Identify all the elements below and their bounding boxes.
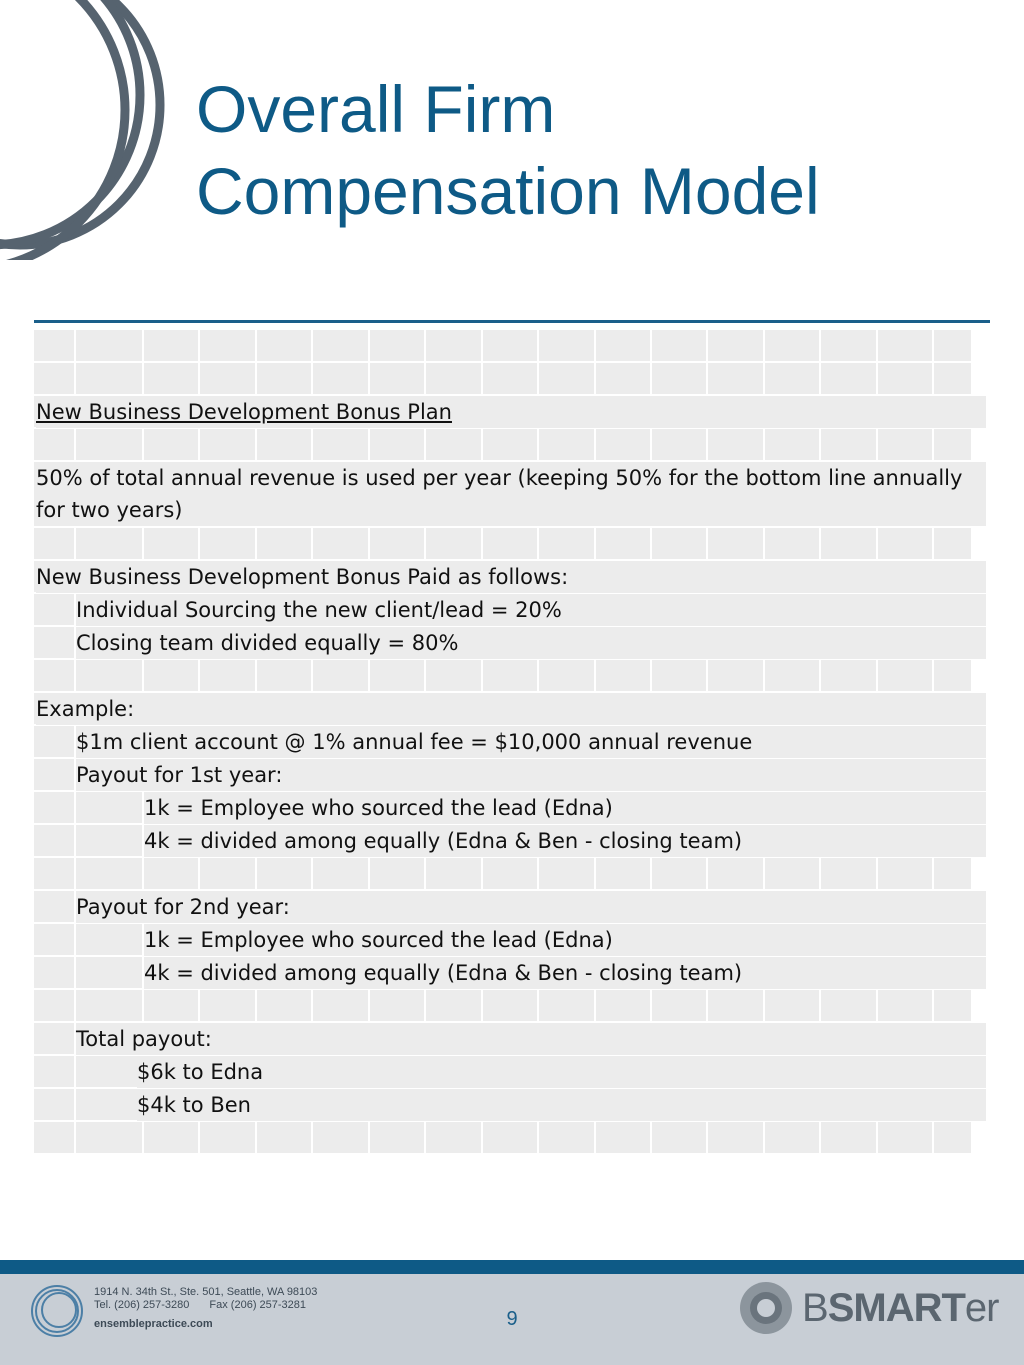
grid-cell-divider [255,528,257,559]
footer [0,1274,1024,1365]
grid-cell-divider [255,1122,257,1153]
grid-cell-divider [594,528,596,559]
title-line-2: Compensation Model [196,154,820,228]
grid-cell-divider [368,429,370,460]
title-line-1: Overall Firm [196,72,556,146]
grid-cell-divider [255,858,257,889]
grid-cell-divider [594,660,596,691]
grid-cell-divider [650,363,652,394]
corner-rings-decoration [0,0,200,260]
grid-cell-divider [74,957,76,988]
grid-cell-divider [932,990,934,1021]
grid-cell-divider [142,858,144,889]
grid-cell-divider [481,1122,483,1153]
grid-cell-divider [763,528,765,559]
grid-cell-divider [255,990,257,1021]
year1-closing-payout: 4k = divided among equally (Edna & Ben - closing team) [144,825,986,857]
grid-cell-divider [537,429,539,460]
grid-row [34,396,990,427]
contact-block [94,1286,317,1331]
grid-cell-divider [537,330,539,361]
grid-cell-divider [311,990,313,1021]
grid-cell-divider [255,363,257,394]
grid-cell-divider [537,528,539,559]
total-payout-label: Total payout: [76,1023,986,1055]
payout-year1-label: Payout for 1st year: [76,759,986,791]
grid-cell-divider [142,330,144,361]
grid-cell-divider [706,858,708,889]
grid-cell-divider [198,990,200,1021]
grid-row [34,528,990,559]
grid-cell-divider [198,858,200,889]
bsmarter-logo-icon [738,1280,798,1336]
grid-cell-divider [74,825,76,856]
grid-cell-divider [311,330,313,361]
grid-cell-divider [74,363,76,394]
grid-cell-divider [876,990,878,1021]
grid-cell-divider [932,858,934,889]
grid-row [34,594,990,625]
brand-bold: SMART [827,1286,965,1330]
grid-cell-divider [74,924,76,955]
grid-cell-divider [706,429,708,460]
grid-row [34,792,990,823]
grid-cell-divider [876,858,878,889]
grid-cell-divider [819,1122,821,1153]
grid-cell-divider [650,330,652,361]
sourcing-share: Individual Sourcing the new client/lead = 20% [76,594,986,626]
grid-cell-divider [142,1122,144,1153]
grid-cell-divider [424,990,426,1021]
payout-year2-label: Payout for 2nd year: [76,891,986,923]
grid-cell-divider [706,990,708,1021]
grid-cell-divider [763,363,765,394]
grid-cell-divider [311,858,313,889]
grid-cell-divider [763,858,765,889]
grid-cell-divider [368,660,370,691]
grid-cell-divider [481,990,483,1021]
page-title [196,68,820,232]
grid-cell-divider [876,429,878,460]
grid-cell-divider [706,660,708,691]
grid-cell-divider [650,1122,652,1153]
fax: Fax (206) 257-3281 [209,1299,307,1311]
grid-cell-divider [424,660,426,691]
grid-row [34,825,990,856]
brand-suffix: er [964,1286,999,1330]
page-number: 9 [506,1308,518,1330]
grid-row [34,693,990,724]
closing-share: Closing team divided equally = 80% [76,627,986,659]
grid-cell-divider [932,429,934,460]
grid-cell-divider [198,429,200,460]
grid-cell-divider [368,363,370,394]
grid-cell-divider [74,990,76,1021]
grid-cell-divider [819,363,821,394]
grid-cell-divider [537,660,539,691]
grid-row [34,363,990,394]
grid-row [34,957,990,988]
phone: Tel. (206) 257-3280 [94,1299,190,1311]
grid-cell-divider [537,1122,539,1153]
grid-cell-divider [255,429,257,460]
grid-cell-divider [311,363,313,394]
grid-cell-divider [424,363,426,394]
grid-cell-divider [142,660,144,691]
grid-cell-divider [481,528,483,559]
grid-cell-divider [481,660,483,691]
grid-cell-divider [142,363,144,394]
grid-row [34,1056,990,1087]
grid-cell-divider [819,858,821,889]
grid-cell-divider [537,363,539,394]
address: 1914 N. 34th St., Ste. 501, Seattle, WA 98103 [94,1286,318,1298]
grid-cell-divider [311,429,313,460]
grid-cell-divider [763,330,765,361]
grid-cell-divider [198,330,200,361]
grid-cell-divider [594,429,596,460]
grid-row [34,429,990,460]
grid-cell-divider [819,429,821,460]
grid-cell-divider [763,660,765,691]
grid-cell-divider [932,660,934,691]
total-ben: $4k to Ben [137,1089,986,1121]
grid-cell-divider [706,1122,708,1153]
grid-cell-divider [819,330,821,361]
grid-cell-divider [650,858,652,889]
grid-cell-divider [481,858,483,889]
grid-cell-divider [819,990,821,1021]
grid-cell-divider [876,363,878,394]
grid-row [34,726,990,757]
bonus-plan-heading: New Business Development Bonus Plan [36,396,986,428]
grid-cell-divider [74,858,76,889]
grid-cell-divider [763,990,765,1021]
grid-cell-divider [255,330,257,361]
grid-cell-divider [706,528,708,559]
grid-cell-divider [311,660,313,691]
grid-cell-divider [198,528,200,559]
grid-cell-divider [74,792,76,823]
grid-cell-divider [650,990,652,1021]
grid-cell-divider [650,429,652,460]
grid-cell-divider [311,528,313,559]
grid-cell-divider [368,858,370,889]
grid-row [34,660,990,691]
grid-cell-divider [819,660,821,691]
grid-cell-divider [594,990,596,1021]
grid-cell-divider [932,1122,934,1153]
grid-cell-divider [142,990,144,1021]
grid-cell-divider [142,528,144,559]
year2-closing-payout: 4k = divided among equally (Edna & Ben - closing team) [144,957,986,989]
total-edna: $6k to Edna [137,1056,986,1088]
grid-cell-divider [650,528,652,559]
brand-prefix: B [802,1286,828,1330]
grid-cell-divider [481,363,483,394]
grid-cell-divider [74,1089,76,1120]
grid-cell-divider [368,330,370,361]
revenue-rule-text: 50% of total annual revenue is used per year (keeping 50% for the bottom line annually for two years) [36,462,986,526]
grid-cell-divider [876,660,878,691]
grid-cell-divider [74,1122,76,1153]
grid-cell-divider [142,429,144,460]
grid-cell-divider [763,429,765,460]
brand-wordmark [802,1286,998,1331]
grid-row [34,891,990,922]
grid-cell-divider [932,330,934,361]
grid-cell-divider [876,528,878,559]
grid-cell-divider [74,330,76,361]
bonus-paid-heading: New Business Development Bonus Paid as follows: [36,561,986,593]
spreadsheet-grid [34,330,990,1155]
example-label: Example: [36,693,986,725]
grid-cell-divider [424,429,426,460]
grid-cell-divider [932,528,934,559]
grid-cell-divider [74,429,76,460]
grid-cell-divider [74,660,76,691]
grid-cell-divider [594,363,596,394]
grid-cell-divider [424,528,426,559]
grid-row [34,561,990,592]
year1-sourced-payout: 1k = Employee who sourced the lead (Edna) [144,792,986,824]
grid-row [34,1023,990,1054]
grid-cell-divider [481,429,483,460]
grid-cell-divider [424,858,426,889]
year2-sourced-payout: 1k = Employee who sourced the lead (Edna) [144,924,986,956]
grid-cell-divider [876,330,878,361]
grid-row [34,330,990,361]
grid-row [34,990,990,1021]
example-account: $1m client account @ 1% annual fee = $10,000 annual revenue [76,726,986,758]
grid-cell-divider [537,990,539,1021]
grid-cell-divider [198,1122,200,1153]
grid-cell-divider [594,1122,596,1153]
grid-cell-divider [650,660,652,691]
grid-cell-divider [481,330,483,361]
website: ensemblepractice.com [94,1318,213,1330]
grid-row [34,1089,990,1120]
grid-cell-divider [198,363,200,394]
grid-cell-divider [706,363,708,394]
grid-cell-divider [368,990,370,1021]
grid-cell-divider [424,330,426,361]
title-divider [34,320,990,323]
grid-cell-divider [74,528,76,559]
grid-row [34,462,990,526]
grid-row [34,627,990,658]
grid-cell-divider [537,858,539,889]
grid-row [34,759,990,790]
grid-row [34,924,990,955]
grid-cell-divider [198,660,200,691]
grid-cell-divider [424,1122,426,1153]
grid-cell-divider [594,858,596,889]
grid-cell-divider [932,363,934,394]
grid-cell-divider [706,330,708,361]
grid-cell-divider [819,528,821,559]
grid-cell-divider [255,660,257,691]
ensemble-logo-icon [28,1282,86,1340]
grid-cell-divider [74,1056,76,1087]
grid-cell-divider [368,528,370,559]
grid-cell-divider [594,330,596,361]
grid-row [34,858,990,889]
grid-cell-divider [311,1122,313,1153]
grid-cell-divider [368,1122,370,1153]
grid-cell-divider [763,1122,765,1153]
grid-row [34,1122,990,1153]
footer-band [0,1260,1024,1274]
grid-cell-divider [876,1122,878,1153]
